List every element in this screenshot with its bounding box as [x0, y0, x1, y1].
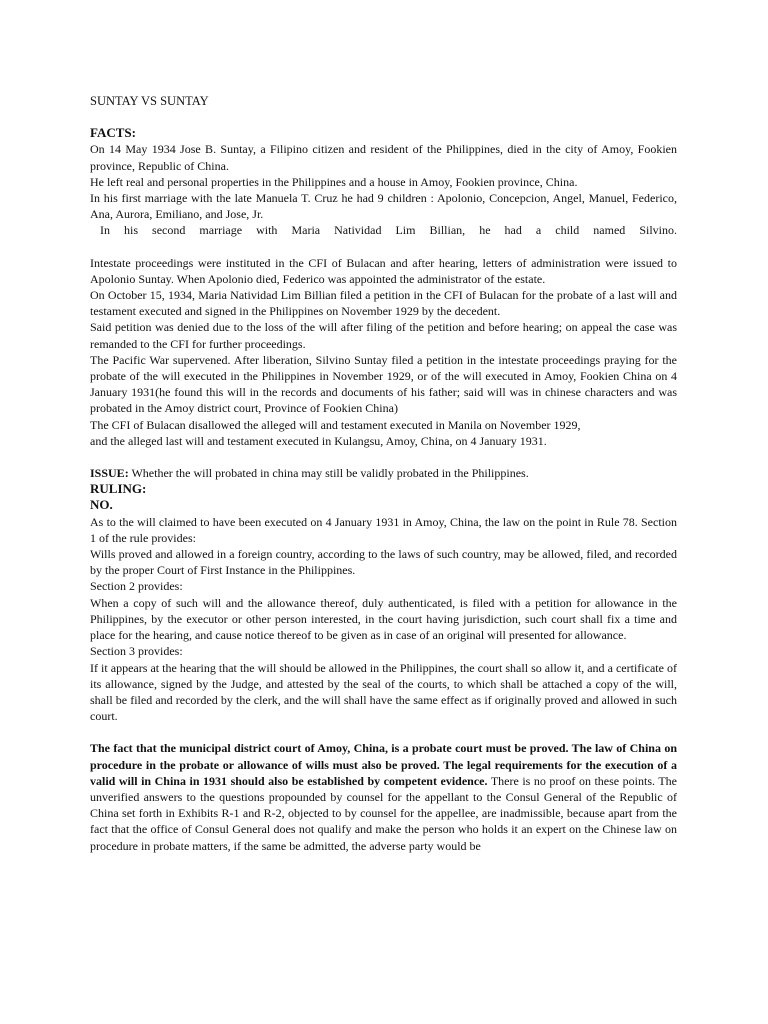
paragraph-gap [90, 449, 677, 465]
issue-label: ISSUE: [90, 466, 129, 481]
facts-paragraph: and the alleged last will and testament executed in Kulangsu, Amoy, China, on 4 January 1931. [90, 433, 547, 448]
conclusion-paragraph [90, 740, 677, 853]
ruling-paragraph: When a copy of such will and the allowance thereof, duly authenticated, is filed with a petition for allowance in the Philippines, by the executor or other person interested, in the court having jurisdiction, such court shall fix a time and place for the hearing, and cause notice thereof to be given as in case of an original will presented for allowance. [90, 595, 677, 643]
document-page [90, 93, 677, 854]
ruling-paragraph: Section 3 provides: [90, 644, 183, 659]
facts-paragraph: On 14 May 1934 Jose B. Suntay, a Filipino citizen and resident of the Philippines, died in the city of Amoy, Fookien province, Republic of China. [90, 142, 677, 173]
conclusion-text: There is no proof on these points. The unverified answers to the questions propounded by counsel for the appellant to the Consul General of the Republic of China set forth in Exhibits R-1 and R-2, objected to by counsel for the appellee, are inadmissible, because apart from the fact that the office of Consul General does not qualify and make the person who holds it an expert on the Chinese law on procedure in probate matters, if the same be admitted, the adverse party would be [90, 773, 677, 853]
paragraph-gap [90, 239, 677, 255]
facts-paragraph: Intestate proceedings were instituted in the CFI of Bulacan and after hearing, letters of administration were issued to Apolonio Suntay. When Apolonio died, Federico was appointed the administrator of the estate. [90, 255, 677, 286]
facts-heading: FACTS: [90, 125, 136, 141]
paragraph-gap [90, 724, 677, 740]
facts-paragraph: He left real and personal properties in the Philippines and a house in Amoy, Fookien province, China. [90, 174, 578, 189]
facts-paragraph: On October 15, 1934, Maria Natividad Lim Billian filed a petition in the CFI of Bulacan for the probate of a last will and testament executed and signed in the Philippines on November 1929 by the decedent. [90, 288, 677, 319]
facts-paragraph: In his first marriage with the late Manuela T. Cruz he had 9 children : Apolonio, Concepcion, Angel, Manuel, Federico, Ana, Aurora, Emiliano, and Jose, Jr. [90, 191, 677, 222]
issue-paragraph [90, 465, 677, 481]
facts-paragraph: In his second marriage with Maria Natividad Lim Billian, he had a child named Silvino. [100, 223, 677, 238]
facts-paragraph: Said petition was denied due to the loss of the will after filing of the petition and before hearing; on appeal the case was remanded to the CFI for further proceedings. [90, 320, 677, 351]
conclusion-bold-text: The fact that the municipal district court of Amoy, China, is a probate court must be proved. The law of China on procedure in the probate or allowance of wills must also be proved. The legal requirements for the execution of a valid will in China in 1931 should also be established by competent evidence. [90, 741, 677, 788]
document-title: SUNTAY VS SUNTAY [90, 94, 209, 108]
ruling-paragraph: If it appears at the hearing that the will should be allowed in the Philippines, the court shall so allow it, and a certificate of its allowance, signed by the Judge, and attested by the seal of the courts, to which shall be attached a copy of the will, shall be filed and recorded by the clerk, and the will shall have the same effect as if originally proved and allowed in such court. [90, 660, 677, 724]
ruling-paragraph: Wills proved and allowed in a foreign country, according to the laws of such country, may be allowed, filed, and recorded by the proper Court of First Instance in the Philippines. [90, 547, 677, 578]
ruling-paragraph: As to the will claimed to have been executed on 4 January 1931 in Amoy, China, the law on the point in Rule 78. Section 1 of the rule provides: [90, 514, 677, 545]
issue-text: Whether the will probated in china may still be validly probated in the Philippines. [128, 466, 529, 481]
facts-paragraph: The CFI of Bulacan disallowed the alleged will and testament executed in Manila on November 1929, [90, 417, 581, 432]
ruling-answer: NO. [90, 497, 113, 513]
ruling-heading: RULING: [90, 481, 147, 497]
ruling-paragraph: Section 2 provides: [90, 579, 183, 594]
facts-paragraph: The Pacific War supervened. After liberation, Silvino Suntay filed a petition in the intestate proceedings praying for the probate of the will executed in the Philippines in November 1929, or of the will executed in Amoy, Fookien China on 4 January 1931(he found this will in the records and documents of his father; said will was in chinese characters and was probated in the Amoy district court, Province of Fookien China) [90, 352, 677, 416]
